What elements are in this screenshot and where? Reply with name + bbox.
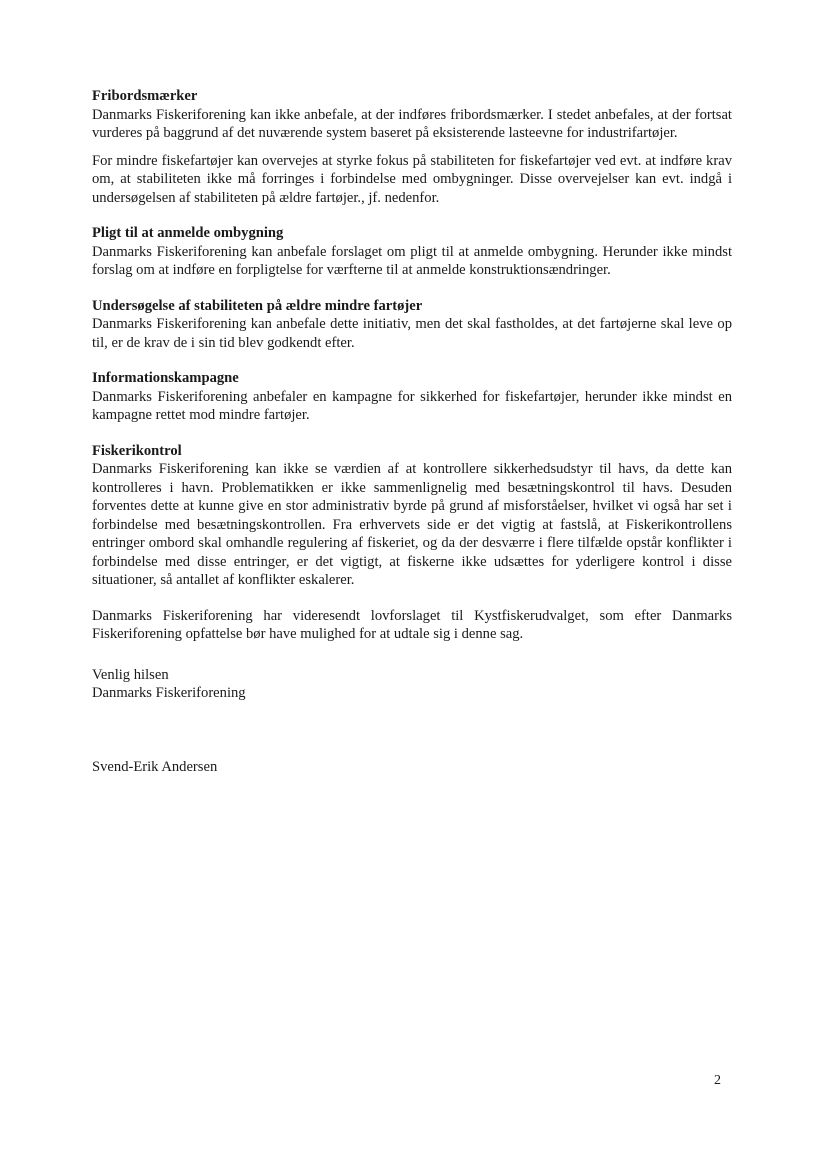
section-paragraph: For mindre fiskefartøjer kan overvejes at styrke fokus på stabiliteten for fiskefartøjer ved evt. at indføre krav om, at stabiliteten ikke må forringes i forbindelse med ombygninger. Disse overvejelser kan evt. indgå i undersøgelsen af stabiliteten på ældre fartøjer., jf. nedenfor.: [92, 152, 732, 206]
section-heading: Fiskerikontrol: [92, 442, 182, 459]
closing-block: [92, 666, 732, 703]
page-number: 2: [714, 1073, 721, 1088]
section-paragraph: Danmarks Fiskeriforening kan anbefale forslaget om pligt til at anmelde ombygning. Herunder ikke mindst forslag om at indføre en forpligtelse for værfterne til at anmelde konstruktionsændringer.: [92, 243, 732, 278]
section-fribordsmaerker: [92, 87, 732, 207]
section-pligt-til-at-anmelde-ombygning: [92, 224, 732, 280]
closing-greeting: Venlig hilsen: [92, 666, 169, 683]
section-undersoegelse-af-stabiliteten: [92, 297, 732, 353]
section-paragraph: Danmarks Fiskeriforening anbefaler en kampagne for sikkerhed for fiskefartøjer, herunder ikke mindst en kampagne rettet mod mindre fartøjer.: [92, 388, 732, 423]
section-paragraph: Danmarks Fiskeriforening kan anbefale dette initiativ, men det skal fastholdes, at det fartøjerne skal leve op til, er de krav de i sin tid blev godkendt efter.: [92, 316, 732, 351]
signature-block: [92, 758, 732, 777]
final-paragraph: Danmarks Fiskeriforening har videresendt lovforslaget til Kystfiskerudvalget, som efter Danmarks Fiskeriforening opfattelse bør have mulighed for at udtale sig i denne sag.: [92, 607, 732, 642]
section-heading: Pligt til at anmelde ombygning: [92, 225, 284, 241]
section-heading: Undersøgelse af stabiliteten på ældre mindre fartøjer: [92, 297, 423, 314]
section-heading: Informationskampagne: [92, 370, 239, 386]
section-heading: Fribordsmærker: [92, 88, 198, 104]
signer-name: Svend-Erik Andersen: [92, 758, 218, 775]
section-paragraph: Danmarks Fiskeriforening kan ikke se værdien af at kontrollere sikkerhedsudstyr til havs, da dette kan kontrolleres i havn. Problematikken er ikke sammenlignelig med besætningskontrol til havs. Desuden forventes dette at kunne give en stor administrativ byrde på grund af misforståelser, hvilket vi også har set i forbindelse med besætningskontrollen. Fra erhvervets side er det vigtig at fastslå, at Fiskerikontrollens entringer ombord skal omhandle regulering af fiskeriet, og da der desværre i flere tilfælde opstår konflikter i forbindelse med disse entringer, er det vigtigt, at fiskerne ikke udsættes for yderligere kontrol i disse situationer, så antallet af konflikter eskalerer.: [92, 461, 732, 588]
section-fiskerikontrol: [92, 442, 732, 590]
closing-organization: Danmarks Fiskeriforening: [92, 685, 246, 701]
letter-page: [92, 87, 732, 776]
section-paragraph: Danmarks Fiskeriforening kan ikke anbefale, at der indføres fribordsmærker. I stedet anbefales, at der fortsat vurderes på baggrund af det nuværende system baseret på eksisterende lasteevne for industrifartøjer.: [92, 106, 732, 141]
section-informationskampagne: [92, 369, 732, 425]
